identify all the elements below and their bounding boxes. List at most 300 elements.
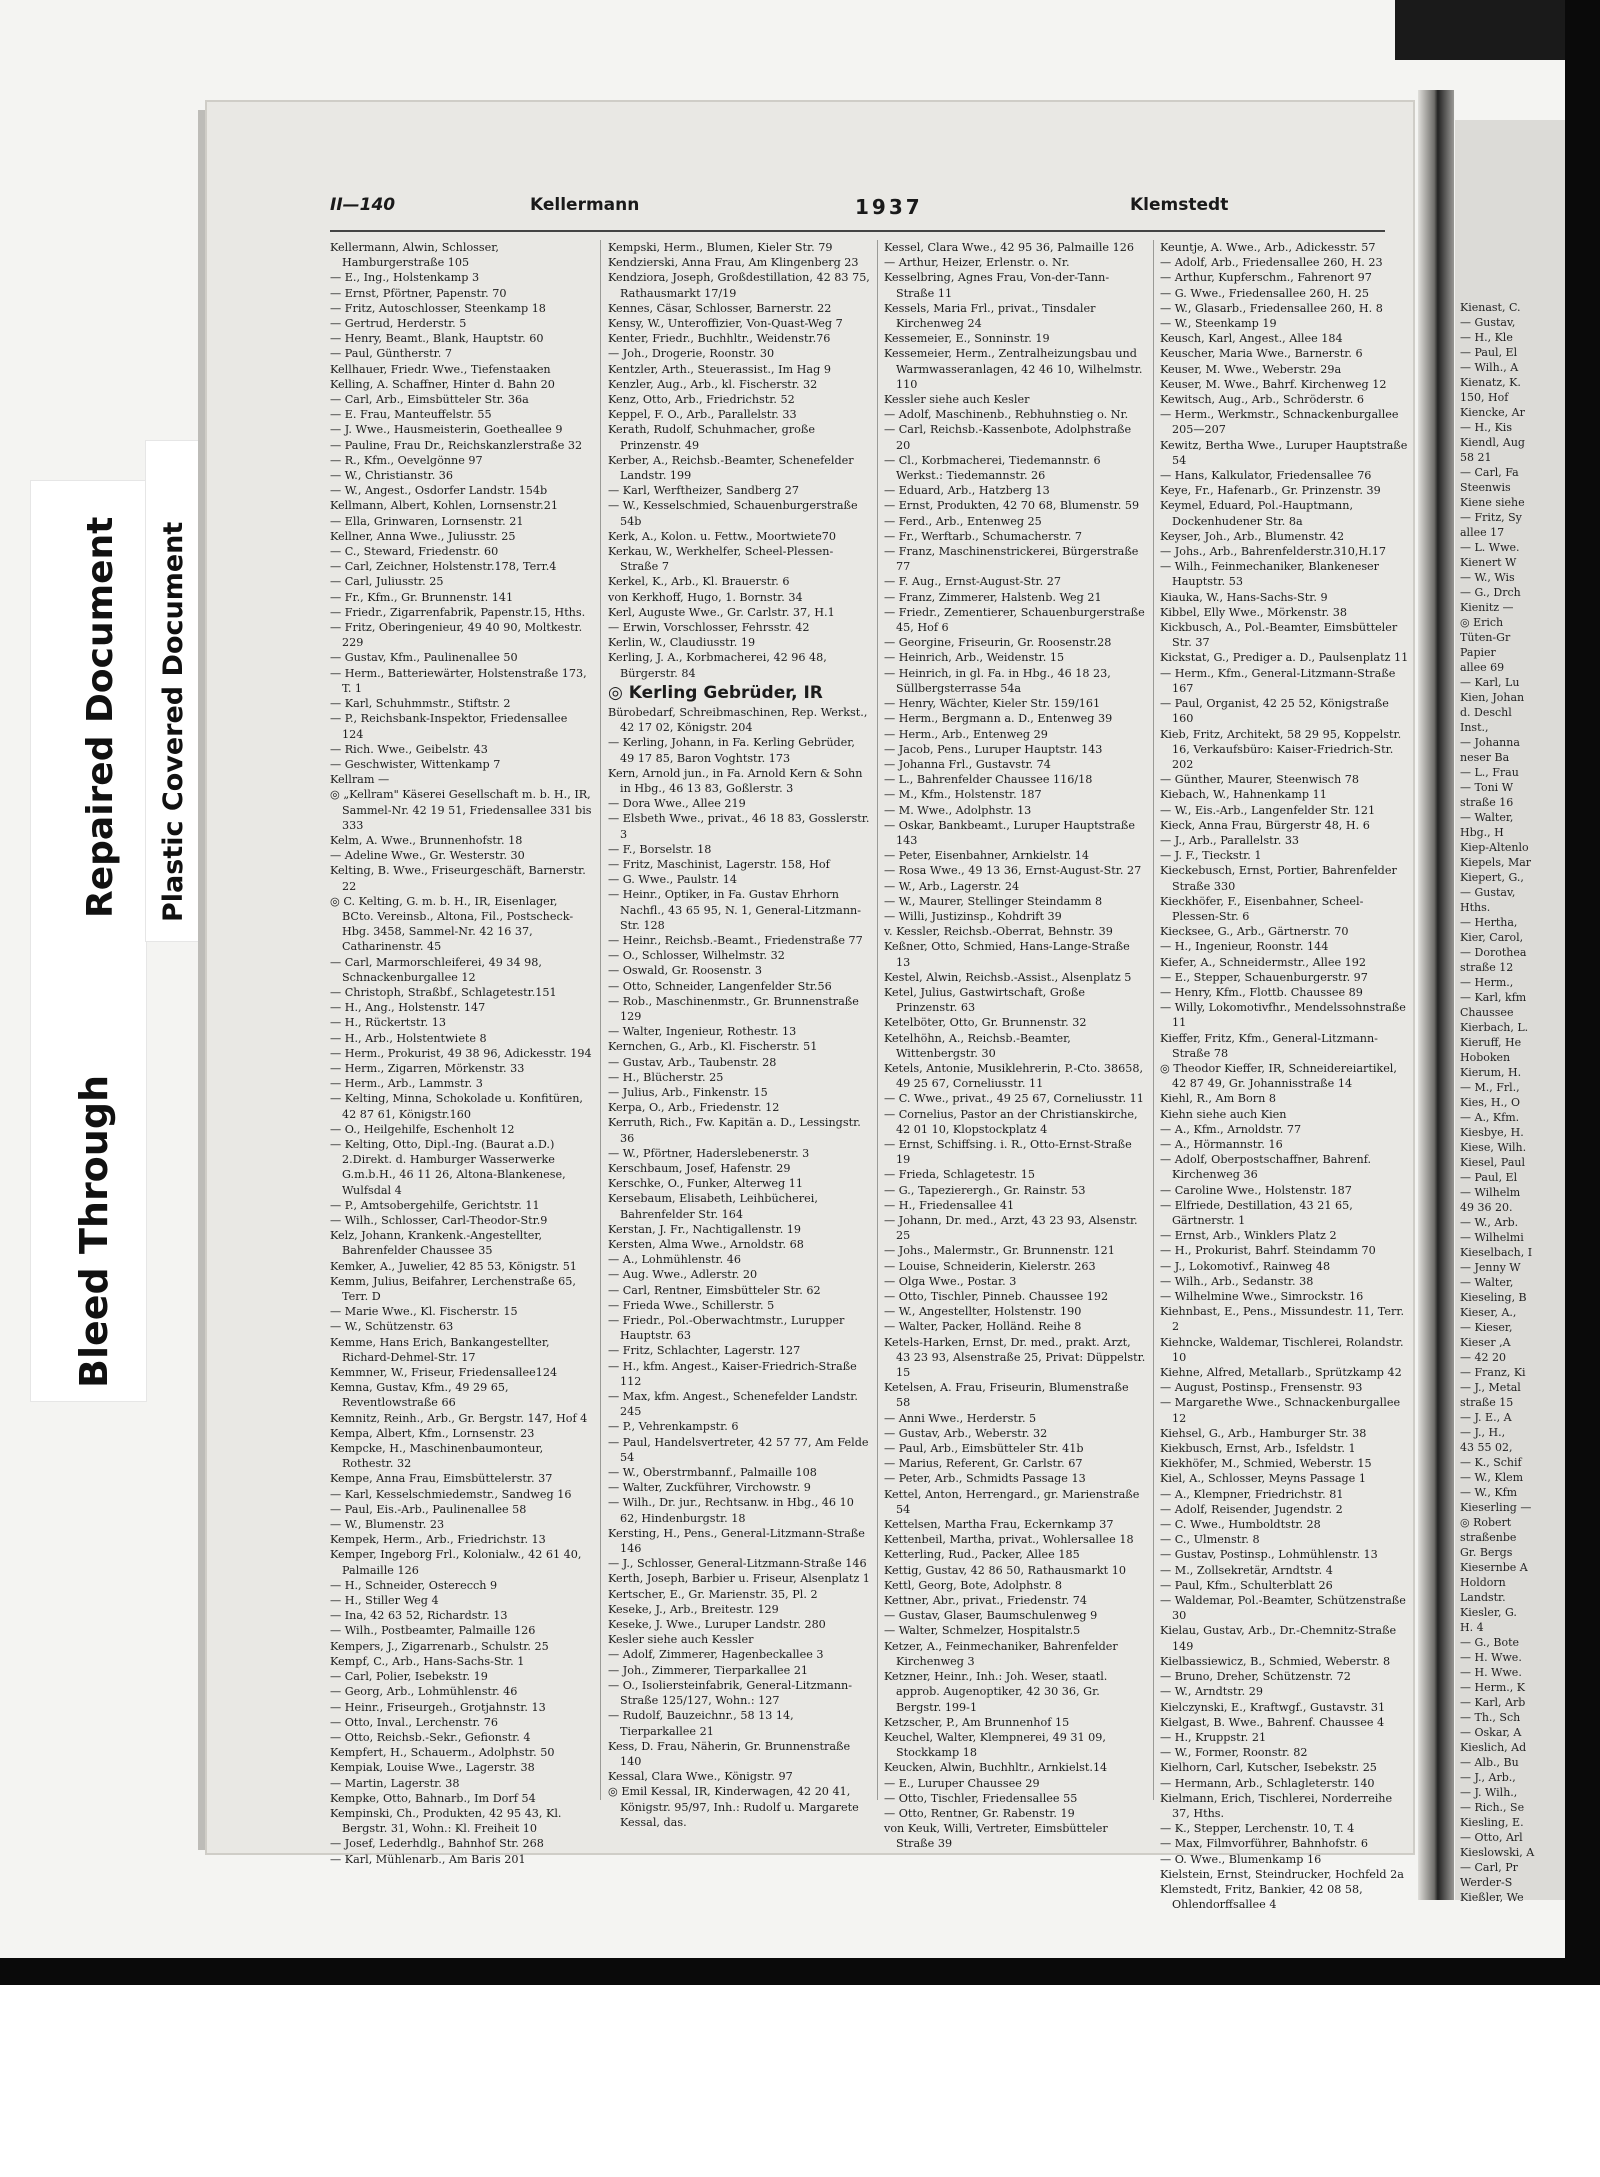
adjacent-page-entry: 49 36 20. <box>1460 1201 1513 1214</box>
column-divider <box>1153 240 1154 1800</box>
directory-entry: — Geschwister, Wittenkamp 7 <box>330 757 501 771</box>
adjacent-page-entry: Kiesler, G. <box>1460 1606 1517 1619</box>
directory-entry: — E., Stepper, Schauenburgerstr. 97 <box>1160 970 1368 984</box>
directory-entry: — Erwin, Vorschlosser, Fehrsstr. 42 <box>608 621 810 635</box>
directory-entry: — Carl, Marmorschleiferei, 49 34 98, Schnackenburgallee 12 <box>330 955 542 984</box>
adjacent-page-entry: — Walter, <box>1460 811 1514 824</box>
directory-entry: — Henry, Kfm., Flottb. Chaussee 89 <box>1160 985 1363 999</box>
directory-entry: — Rosa Wwe., 49 13 36, Ernst-August-Str. 27 <box>884 864 1142 878</box>
directory-entry: Kiecksee, G., Arb., Gärtnerstr. 70 <box>1160 925 1349 939</box>
directory-entry: Kickstat, G., Prediger a. D., Paulsenplatz 11 <box>1160 651 1409 665</box>
adjacent-page-entry: — W., Arb. <box>1460 1216 1519 1229</box>
adjacent-page-entry: straße 15 <box>1460 1396 1514 1409</box>
directory-entry: — Ernst, Pförtner, Papenstr. 70 <box>330 286 507 300</box>
directory-entry: Kensy, W., Unteroffizier, Von-Quast-Weg 7 <box>608 317 843 331</box>
directory-entry: — Pauline, Frau Dr., Reichskanzlerstraße 32 <box>330 438 583 452</box>
directory-entry: — Fr., Kfm., Gr. Brunnenstr. 141 <box>330 590 514 604</box>
directory-entry: — Max, Filmvorführer, Bahnhofstr. 6 <box>1160 1837 1368 1851</box>
directory-entry: — Eduard, Arb., Hatzberg 13 <box>884 484 1050 498</box>
directory-entry: — Franz, Maschinenstrickerei, Bürgerstraße 77 <box>884 545 1139 574</box>
directory-entry: — Wilh., Arb., Sedanstr. 38 <box>1160 1274 1314 1288</box>
directory-entry: Kerpa, O., Arb., Friedenstr. 12 <box>608 1101 780 1115</box>
directory-entry: — Bruno, Dreher, Schützenstr. 72 <box>1160 1670 1351 1684</box>
directory-entry: Kiefer, A., Schneidermstr., Allee 192 <box>1160 955 1366 969</box>
adjacent-page-entry: Kieser, A., <box>1460 1306 1517 1319</box>
directory-entry: — Carl, Arb., Eimsbütteler Str. 36a <box>330 393 529 407</box>
adjacent-page-entry: Kiesbye, H. <box>1460 1126 1524 1139</box>
directory-entry: Kerlin, W., Claudiusstr. 19 <box>608 636 756 650</box>
directory-entry: — Kelting, Otto, Dipl.-Ing. (Baurat a.D.) 2.Direkt. d. Hamburger Wasserwerke G.m.b.H., 46 11 26, Altona-Blankenese, Wulfsdal 4 <box>330 1137 566 1197</box>
adjacent-page-entry: — H. Wwe. <box>1460 1651 1522 1664</box>
directory-entry: — Olga Wwe., Postar. 3 <box>884 1274 1017 1288</box>
directory-entry: — Julius, Arb., Finkenstr. 15 <box>608 1085 768 1099</box>
directory-entry: Kellhauer, Friedr. Wwe., Tiefenstaaken <box>330 362 551 376</box>
adjacent-page-entry: — Herm., <box>1460 976 1514 989</box>
directory-entry: — H., Friedensallee 41 <box>884 1198 1015 1212</box>
directory-entry: — L., Bahrenfelder Chaussee 116/18 <box>884 773 1093 787</box>
directory-entry: Kieb, Fritz, Architekt, 58 29 95, Koppelstr. 16, Verkaufsbüro: Kaiser-Friedrich-Str. 202 <box>1160 727 1402 771</box>
adjacent-page-entry: — Kieser, <box>1460 1321 1513 1334</box>
directory-entry: Ketelböter, Otto, Gr. Brunnenstr. 32 <box>884 1016 1087 1030</box>
directory-entry: — W., Eis.-Arb., Langenfelder Str. 121 <box>1160 803 1376 817</box>
directory-entry: Kersebaum, Elisabeth, Leihbücherei, Bahrenfelder Str. 164 <box>608 1192 818 1221</box>
adjacent-page-entry: Kiesling, E. <box>1460 1816 1524 1829</box>
directory-entry: Ketzscher, P., Am Brunnenhof 15 <box>884 1715 1070 1729</box>
directory-entry: Kewitsch, Aug., Arb., Schröderstr. 6 <box>1160 393 1364 407</box>
adjacent-page-entry: — Carl, Fa <box>1460 466 1519 479</box>
directory-entry: Kewitz, Bertha Wwe., Luruper Hauptstraße 54 <box>1160 438 1408 467</box>
directory-entry: — F., Borselstr. 18 <box>608 842 712 856</box>
adjacent-page-entry: — K., Schif <box>1460 1456 1522 1469</box>
directory-entry: Kiehncke, Waldemar, Tischlerei, Rolandstr. 10 <box>1160 1335 1404 1364</box>
directory-entry: Kerk, A., Kolon. u. Fettw., Moortwiete70 <box>608 529 836 543</box>
adjacent-page-entry: neser Ba <box>1460 751 1510 764</box>
directory-entry: Kess, D. Frau, Näherin, Gr. Brunnenstraße 140 <box>608 1739 851 1768</box>
directory-entry: Ketelhöhn, A., Reichsb.-Beamter, Wittenbergstr. 30 <box>884 1031 1071 1060</box>
directory-entry: — Heinr., Optiker, in Fa. Gustav Ehrhorn Nachfl., 43 65 95, N. 1, General-Litzmann-Str. 128 <box>608 888 862 932</box>
adjacent-page-entry: — Alb., Bu <box>1460 1756 1519 1769</box>
directory-entry: — Jacob, Pens., Luruper Hauptstr. 143 <box>884 742 1103 756</box>
adjacent-page-entry: Werder-S <box>1460 1876 1513 1889</box>
directory-entry: — Otto, Tischler, Pinneb. Chaussee 192 <box>884 1290 1109 1304</box>
directory-entry: Kestel, Alwin, Reichsb.-Assist., Alsenplatz 5 <box>884 970 1132 984</box>
directory-entry: Kendzierski, Anna Frau, Am Klingenberg 23 <box>608 256 859 270</box>
column-divider <box>877 240 878 1800</box>
directory-entry: — Rudolf, Bauzeichnr., 58 13 14, Tierparkallee 21 <box>608 1709 794 1738</box>
adjacent-page-entry: — Gustav, <box>1460 886 1516 899</box>
adjacent-page-entry: — Paul, El <box>1460 1171 1518 1184</box>
column-divider <box>600 240 601 1800</box>
directory-entry: Kempski, Herm., Blumen, Kieler Str. 79 <box>608 241 833 254</box>
directory-entry: — E., Ing., Holstenkamp 3 <box>330 271 480 285</box>
directory-entry: Kellner, Anna Wwe., Juliusstr. 25 <box>330 529 516 543</box>
directory-entry: — Joh., Drogerie, Roonstr. 30 <box>608 347 775 361</box>
directory-entry: Kiel, A., Schlosser, Meyns Passage 1 <box>1160 1472 1366 1486</box>
adjacent-page-entry: Kiese, Wilh. <box>1460 1141 1527 1154</box>
directory-entry: ◎ Theodor Kieffer, IR, Schneidereiartikel, 42 87 49, Gr. Johannisstraße 14 <box>1160 1061 1397 1091</box>
directory-entry: — Heinrich, in gl. Fa. in Hbg., 46 18 23, Süllbergsterrasse 54a <box>884 666 1111 695</box>
directory-entry: — H., Stiller Weg 4 <box>330 1594 439 1608</box>
adjacent-page-entry: Kienitz — <box>1460 601 1514 614</box>
directory-entry: — Martin, Lagerstr. 38 <box>330 1776 460 1790</box>
directory-entry: Kenz, Otto, Arb., Friedrichstr. 52 <box>608 393 795 407</box>
adjacent-page-entry: Kieslowski, A <box>1460 1846 1535 1859</box>
directory-entry: Keseke, J. Wwe., Luruper Landstr. 280 <box>608 1618 826 1632</box>
adjacent-page-entry: Kienert W <box>1460 556 1517 569</box>
adjacent-page-entry: straßenbe <box>1460 1531 1517 1544</box>
adjacent-page-entry: Kiencke, Ar <box>1460 406 1525 419</box>
directory-entry: Kielhorn, Carl, Kutscher, Isebekstr. 25 <box>1160 1761 1377 1775</box>
directory-entry: — Peter, Arb., Schmidts Passage 13 <box>884 1472 1086 1486</box>
directory-entry: Keye, Fr., Hafenarb., Gr. Prinzenstr. 39 <box>1160 484 1381 498</box>
directory-entry: — Walter, Packer, Holländ. Reihe 8 <box>884 1320 1082 1334</box>
directory-entry: — C. Wwe., Humboldtstr. 28 <box>1160 1518 1321 1532</box>
adjacent-page-entry: — H. Wwe. <box>1460 1666 1522 1679</box>
directory-entry: — G., Tapezierergh., Gr. Rainstr. 53 <box>884 1183 1086 1197</box>
adjacent-page-entry: — J. E., A <box>1460 1411 1512 1424</box>
directory-entry: Kemker, A., Juwelier, 42 85 53, Königstr. 51 <box>330 1259 577 1273</box>
directory-entry: Kettig, Gustav, 42 86 50, Rathausmarkt 10 <box>884 1563 1126 1577</box>
directory-entry: Kielbassiewicz, B., Schmied, Weberstr. 8 <box>1160 1654 1391 1668</box>
adjacent-page-text <box>1460 300 1565 1904</box>
directory-entry: Kiehne, Alfred, Metallarb., Sprützkamp 42 <box>1160 1366 1402 1380</box>
adjacent-page-entry: Kiepert, G., <box>1460 871 1524 884</box>
directory-entry: — C. Wwe., privat., 49 25 67, Corneliusstr. 11 <box>884 1092 1144 1106</box>
directory-entry: ◎ Kerling Gebrüder, IR <box>608 682 823 703</box>
adjacent-page-entry: — Karl, Lu <box>1460 676 1520 689</box>
scan-right-border <box>1565 0 1600 1985</box>
directory-entry: — Frieda, Schlagetestr. 15 <box>884 1168 1035 1182</box>
adjacent-page-entry: — 42 20 <box>1460 1351 1506 1364</box>
directory-entry: Kertscher, E., Gr. Marienstr. 35, Pl. 2 <box>608 1587 818 1601</box>
directory-entry: Kesler siehe auch Kessler <box>608 1633 754 1647</box>
directory-entry: — P., Vehrenkampstr. 6 <box>608 1420 739 1434</box>
adjacent-page-entry: — Walter, <box>1460 1276 1514 1289</box>
directory-entry: — Kelting, Minna, Schokolade u. Konfitüren, 42 87 61, Königstr.160 <box>330 1092 583 1121</box>
directory-entry: — Fritz, Schlachter, Lagerstr. 127 <box>608 1344 801 1358</box>
adjacent-page-entry: Steenwis <box>1460 481 1511 494</box>
directory-entry: — Paul, Güntherstr. 7 <box>330 347 452 361</box>
directory-entry: — C., Ulmenstr. 8 <box>1160 1533 1260 1547</box>
adjacent-page-entry: — Wilhelmi <box>1460 1231 1524 1244</box>
directory-entry: — Oskar, Bankbeamt., Luruper Hauptstraße 143 <box>884 818 1135 847</box>
directory-entry: — Gustav, Arb., Weberstr. 32 <box>884 1426 1048 1440</box>
directory-entry: ◎ „Kellram" Käserei Gesellschaft m. b. H., IR, Sammel-Nr. 42 19 51, Friedensallee 331 bis 333 <box>330 788 592 832</box>
directory-entry: — Ernst, Produkten, 42 70 68, Blumenstr. 59 <box>884 499 1140 513</box>
directory-entry: — Henry, Wächter, Kieler Str. 159/161 <box>884 697 1101 711</box>
directory-entry: Kielczynski, E., Kraftwgf., Gustavstr. 31 <box>1160 1700 1386 1714</box>
adjacent-page-entry: — Johanna <box>1460 736 1520 749</box>
directory-entry: — Josef, Lederhdlg., Bahnhof Str. 268 <box>330 1837 544 1851</box>
directory-entry: v. Kessler, Reichsb.-Oberrat, Behnstr. 39 <box>884 925 1113 939</box>
adjacent-page-entry: — Herm., K <box>1460 1681 1525 1694</box>
adjacent-page-entry: — Karl, Arb <box>1460 1696 1526 1709</box>
directory-entry: — Walter, Schmelzer, Hospitalstr.5 <box>884 1624 1081 1638</box>
directory-entry: Kennes, Cäsar, Schlosser, Barnerstr. 22 <box>608 301 832 315</box>
directory-entry: — W., Arndtstr. 29 <box>1160 1685 1263 1699</box>
adjacent-page-entry: Kierbach, L. <box>1460 1021 1529 1034</box>
adjacent-page-entry: Kierum, H. <box>1460 1066 1522 1079</box>
directory-entry: — Ferd., Arb., Entenweg 25 <box>884 514 1042 528</box>
directory-entry: Kempiak, Louise Wwe., Lagerstr. 38 <box>330 1761 535 1775</box>
directory-entry: Kersten, Alma Wwe., Arnoldstr. 68 <box>608 1238 804 1251</box>
adjacent-page-entry: — Toni W <box>1460 781 1514 794</box>
directory-entry: — Wilh., Postbeamter, Palmaille 126 <box>330 1624 536 1638</box>
scan-top-dark-area <box>1395 0 1565 60</box>
directory-entry: Ketelsen, A. Frau, Friseurin, Blumenstraße 58 <box>884 1381 1129 1410</box>
directory-entry: — Friedr., Pol.-Oberwachtmstr., Lurupper Hauptstr. 63 <box>608 1314 845 1343</box>
directory-entry: Kerber, A., Reichsb.-Beamter, Schenefelder Landstr. 199 <box>608 453 854 483</box>
directory-entry: — Joh., Zimmerer, Tierparkallee 21 <box>608 1663 809 1677</box>
directory-entry: Kielstein, Ernst, Steindrucker, Hochfeld 2a <box>1160 1867 1404 1881</box>
adjacent-page-entry: Inst., <box>1460 721 1489 734</box>
directory-entry: Kibbel, Elly Wwe., Mörkenstr. 38 <box>1160 605 1347 619</box>
directory-entry: Kieffer, Fritz, Kfm., General-Litzmann-Straße 78 <box>1160 1031 1378 1060</box>
directory-entry: — Gustav, Arb., Taubenstr. 28 <box>608 1055 777 1069</box>
adjacent-page-entry: ◎ Erich <box>1460 616 1504 629</box>
directory-entry: — Oswald, Gr. Roosenstr. 3 <box>608 964 762 978</box>
adjacent-page-entry: Hoboken <box>1460 1051 1511 1064</box>
directory-entry: — Georg, Arb., Lohmühlenstr. 46 <box>330 1685 518 1699</box>
adjacent-page-entry: — Jenny W <box>1460 1261 1521 1274</box>
directory-entry: Kettelsen, Martha Frau, Eckernkamp 37 <box>884 1518 1114 1532</box>
directory-entry: — Paul, Organist, 42 25 52, Königstraße 160 <box>1160 697 1389 726</box>
directory-entry: — Frieda Wwe., Schillerstr. 5 <box>608 1298 775 1312</box>
directory-entry: — Otto, Inval., Lerchenstr. 76 <box>330 1715 499 1729</box>
directory-entry: Keyser, Joh., Arb., Blumenstr. 42 <box>1160 529 1345 543</box>
adjacent-page-entry: — J., Arb., <box>1460 1771 1516 1784</box>
directory-entry: — Rich. Wwe., Geibelstr. 43 <box>330 742 488 756</box>
directory-entry: — Wilh., Schlosser, Carl-Theodor-Str.9 <box>330 1214 548 1227</box>
directory-entry: Kelm, A. Wwe., Brunnenhofstr. 18 <box>330 833 523 847</box>
adjacent-page-entry: — Otto, Arl <box>1460 1831 1523 1844</box>
directory-entry: — Wilh., Feinmechaniker, Blankeneser Hauptstr. 53 <box>1160 560 1380 589</box>
directory-entry: — R., Kfm., Oevelgönne 97 <box>330 453 483 467</box>
directory-entry: Kempinski, Ch., Produkten, 42 95 43, Kl. Bergstr. 31, Wohn.: Kl. Freiheit 10 <box>330 1806 562 1836</box>
directory-entry: — H., Ang., Holstenstr. 147 <box>330 1001 486 1015</box>
directory-entry: — Johanna Frl., Gustavstr. 74 <box>884 757 1051 771</box>
directory-entry: — Gustav, Kfm., Paulinenallee 50 <box>330 651 518 665</box>
adjacent-page-entry: Kieser ,A <box>1460 1336 1511 1349</box>
directory-entry: Kessels, Maria Frl., privat., Tinsdaler Kirchenweg 24 <box>884 301 1096 331</box>
book-spine <box>1418 90 1454 1900</box>
adjacent-page-entry: — H., Kis <box>1460 421 1512 434</box>
directory-entry: — Adolf, Oberpostschaffner, Bahrenf. Kirchenweg 36 <box>1160 1153 1372 1182</box>
directory-entry: — H., Rückertstr. 13 <box>330 1016 447 1030</box>
directory-entry: — P., Amtsobergehilfe, Gerichtstr. 11 <box>330 1198 540 1212</box>
header-year: 1937 <box>855 195 923 219</box>
adjacent-page-entry: — Hertha, <box>1460 916 1518 929</box>
directory-entry: — Dora Wwe., Allee 219 <box>608 797 746 811</box>
directory-entry: Kelling, A. Schaffner, Hinter d. Bahn 20 <box>330 377 555 391</box>
adjacent-page-entry: — Dorothea <box>1460 946 1527 959</box>
adjacent-page-entry: Holdorn <box>1460 1576 1506 1589</box>
directory-entry: — C., Steward, Friedenstr. 60 <box>330 545 499 559</box>
directory-entry: Kerath, Rudolf, Schuhmacher, große Prinzenstr. 49 <box>608 423 815 452</box>
directory-entry: Kerkel, K., Arb., Kl. Brauerstr. 6 <box>608 575 790 589</box>
adjacent-page-entry: Kiesel, Paul <box>1460 1156 1525 1169</box>
directory-entry: Kempek, Herm., Arb., Friedrichstr. 13 <box>330 1533 546 1547</box>
scan-bottom-border <box>0 1958 1600 1985</box>
directory-entry: — Herm., Bergmann a. D., Entenweg 39 <box>884 712 1113 726</box>
directory-entry: — O., Heilgehilfe, Eschenholt 12 <box>330 1122 515 1136</box>
adjacent-page-entry: Papier <box>1460 646 1496 659</box>
directory-entry: Kiehnbast, E., Pens., Missundestr. 11, Terr. 2 <box>1160 1305 1405 1334</box>
directory-entry: — J. Wwe., Hausmeisterin, Goetheallee 9 <box>330 423 563 437</box>
directory-entry: — Heinr., Reichsb.-Beamt., Friedenstraße 77 <box>608 933 863 947</box>
directory-entry: — Herm., Batteriewärter, Holstenstraße 173, T. 1 <box>330 666 587 695</box>
directory-entry: — Waldemar, Pol.-Beamter, Schützenstraße 30 <box>1160 1594 1406 1623</box>
adjacent-page-entry: — L. Wwe. <box>1460 541 1520 554</box>
directory-entry: — Ernst, Schiffsing. i. R., Otto-Ernst-Straße 19 <box>884 1137 1132 1167</box>
directory-entry: — E., Luruper Chaussee 29 <box>884 1776 1040 1790</box>
adjacent-page-entry: — Gustav, <box>1460 316 1516 329</box>
adjacent-page-entry: allee 17 <box>1460 526 1505 539</box>
adjacent-page-entry: Kiesernbe A <box>1460 1561 1528 1574</box>
directory-entry: Klemstedt, Fritz, Bankier, 42 08 58, Ohlendorffsallee 4 <box>1160 1882 1363 1912</box>
adjacent-page-entry: Kiendl, Aug <box>1460 436 1525 449</box>
directory-entry: — Otto, Reichsb.-Sekr., Gefionstr. 4 <box>330 1730 531 1744</box>
directory-entry: — J., Arb., Parallelstr. 33 <box>1160 833 1300 847</box>
directory-entry: — A., Klempner, Friedrichstr. 81 <box>1160 1487 1344 1501</box>
adjacent-page-entry: Kieruff, He <box>1460 1036 1522 1049</box>
directory-entry: — Cornelius, Pastor an der Christianskirche, 42 01 10, Klopstockplatz 4 <box>884 1107 1138 1136</box>
directory-entry: Kendziora, Joseph, Großdestillation, 42 83 75, Rathausmarkt 17/19 <box>608 271 870 300</box>
directory-entry: — Johann, Dr. med., Arzt, 43 23 93, Alsenstr. 25 <box>884 1214 1138 1243</box>
directory-entry: — G. Wwe., Paulstr. 14 <box>608 873 737 887</box>
directory-entry: — Anni Wwe., Herderstr. 5 <box>884 1411 1037 1425</box>
directory-entry: — P., Reichsbank-Inspektor, Friedensallee 124 <box>330 712 568 741</box>
adjacent-page-entry: Kienast, C. <box>1460 301 1521 314</box>
directory-entry: — H., Ingenieur, Roonstr. 144 <box>1160 940 1329 954</box>
directory-entry: — Fritz, Autoschlosser, Steenkamp 18 <box>330 301 546 315</box>
directory-entry: — Marie Wwe., Kl. Fischerstr. 15 <box>330 1305 518 1319</box>
adjacent-page-entry: Kieserling — <box>1460 1501 1532 1514</box>
directory-entry: Kelting, B. Wwe., Friseurgeschäft, Barnerstr. 22 <box>330 864 586 893</box>
adjacent-page-entry: Kieslich, Ad <box>1460 1741 1527 1754</box>
directory-entry: — M. Wwe., Adolphstr. 13 <box>884 803 1032 817</box>
directory-entry: — M., Kfm., Holstenstr. 187 <box>884 788 1042 802</box>
directory-entry: Kersting, H., Pens., General-Litzmann-Straße 146 <box>608 1526 865 1556</box>
directory-entry: — Günther, Maurer, Steenwisch 78 <box>1160 773 1359 787</box>
directory-entry: Kempf, C., Arb., Hans-Sachs-Str. 1 <box>330 1654 525 1668</box>
directory-entry: Ketzer, A., Feinmechaniker, Bahrenfelder Kirchenweg 3 <box>884 1639 1118 1668</box>
page-header <box>330 195 1230 225</box>
directory-entry: — W., Christianstr. 36 <box>330 469 454 483</box>
directory-entry: — Hermann, Arb., Schlagleterstr. 140 <box>1160 1776 1375 1790</box>
directory-entry: — Herm., Arb., Entenweg 29 <box>884 727 1048 741</box>
adjacent-page-entry: Kier, Carol, <box>1460 931 1524 944</box>
adjacent-page-entry: — Paul, El <box>1460 346 1518 359</box>
directory-entry: Keusch, Karl, Angest., Allee 184 <box>1160 332 1343 346</box>
directory-entry: — A., Hörmannstr. 16 <box>1160 1137 1283 1151</box>
directory-entry: Keuntje, A. Wwe., Arb., Adickesstr. 57 <box>1160 241 1376 254</box>
directory-entry: Kenzler, Aug., Arb., kl. Fischerstr. 32 <box>608 377 818 391</box>
directory-entry: — Walter, Ingenieur, Rothestr. 13 <box>608 1025 797 1039</box>
adjacent-page-entry: Kies, H., O <box>1460 1096 1520 1109</box>
directory-entry: — W., Pförtner, Haderslebenerstr. 3 <box>608 1146 810 1160</box>
directory-entry: Kemnitz, Reinh., Arb., Gr. Bergstr. 147, Hof 4 <box>330 1411 588 1425</box>
directory-entry: — Karl, Kesselschmiedemstr., Sandweg 16 <box>330 1487 572 1501</box>
directory-entry: Bürobedarf, Schreibmaschinen, Rep. Werkst., 42 17 02, Königstr. 204 <box>608 705 868 735</box>
directory-entry: Kerth, Joseph, Barbier u. Friseur, Alsenplatz 1 <box>608 1572 870 1586</box>
directory-entry: Keseke, J., Arb., Breitestr. 129 <box>608 1602 779 1616</box>
adjacent-page-entry: — Rich., Se <box>1460 1801 1525 1814</box>
directory-entry: — F. Aug., Ernst-August-Str. 27 <box>884 575 1062 589</box>
directory-entry: — J., Schlosser, General-Litzmann-Straße 146 <box>608 1557 867 1571</box>
adjacent-page-entry: — W., Kfm <box>1460 1486 1518 1499</box>
directory-entry: — Ina, 42 63 52, Richardstr. 13 <box>330 1609 508 1623</box>
directory-entry: — Carl, Rentner, Eimsbütteler Str. 62 <box>608 1283 821 1297</box>
adjacent-page-entry: — Th., Sch <box>1460 1711 1521 1724</box>
directory-entry: — A., Lohmühlenstr. 46 <box>608 1253 741 1267</box>
directory-entry: — Henry, Beamt., Blank, Hauptstr. 60 <box>330 332 544 346</box>
directory-entry: — W., Arb., Lagerstr. 24 <box>884 879 1020 893</box>
adjacent-page-entry: — W., Wis <box>1460 571 1515 584</box>
directory-entry: — W., Former, Roonstr. 82 <box>1160 1746 1308 1760</box>
directory-entry: — Heinr., Friseurgeh., Grotjahnstr. 13 <box>330 1700 546 1714</box>
directory-entry: Kellermann, Alwin, Schlosser, Hamburgerstraße 105 <box>330 241 499 270</box>
directory-entry: — Fritz, Oberingenieur, 49 40 90, Moltkestr. 229 <box>330 621 583 650</box>
adjacent-page-entry: straße 16 <box>1460 796 1514 809</box>
directory-entry: — H., Prokurist, Bahrf. Steindamm 70 <box>1160 1244 1376 1258</box>
directory-entry: — Carl, Polier, Isebekstr. 19 <box>330 1670 488 1684</box>
directory-column-4 <box>1160 240 1410 1912</box>
directory-entry: — J. F., Tieckstr. 1 <box>1160 849 1262 863</box>
adjacent-page-entry: Kiepels, Mar <box>1460 856 1532 869</box>
directory-entry: — W., Blumenstr. 23 <box>330 1518 445 1532</box>
directory-entry: Ketel, Julius, Gastwirtschaft, Große Prinzenstr. 63 <box>884 985 1085 1015</box>
directory-entry: Kemme, Hans Erich, Bankangestellter, Richard-Dehmel-Str. 17 <box>330 1335 550 1364</box>
directory-entry: ◎ Emil Kessal, IR, Kinderwagen, 42 20 41, Königstr. 95/97, Inh.: Rudolf u. Margarete Kessal, das. <box>608 1785 859 1829</box>
directory-entry: — Elfriede, Destillation, 43 21 65, Gärtnerstr. 1 <box>1160 1198 1353 1227</box>
directory-entry: Keuchel, Walter, Klempnerei, 49 31 09, Stockkamp 18 <box>884 1730 1106 1760</box>
directory-entry: Kieckhöfer, F., Eisenbahner, Scheel-Plessen-Str. 6 <box>1160 894 1364 923</box>
directory-entry: — Walter, Zuckführer, Virchowstr. 9 <box>608 1481 811 1495</box>
directory-entry: von Keuk, Willi, Vertreter, Eimsbütteler Straße 39 <box>884 1822 1108 1851</box>
directory-entry: Kessel, Clara Wwe., 42 95 36, Palmaille 126 <box>884 241 1134 254</box>
directory-entry: — Friedr., Zigarrenfabrik, Papenstr.15, Hths. <box>330 605 586 619</box>
directory-entry: — Margarethe Wwe., Schnackenburgallee 12 <box>1160 1396 1401 1425</box>
adjacent-page-entry: — J., Metal <box>1460 1381 1521 1394</box>
directory-entry: Kerstan, J. Fr., Nachtigallenstr. 19 <box>608 1222 802 1236</box>
adjacent-page-entry: Kießler, We <box>1460 1891 1524 1904</box>
directory-entry: Kelz, Johann, Krankenk.-Angestellter, Bahrenfelder Chaussee 35 <box>330 1229 543 1258</box>
directory-entry: — G. Wwe., Friedensallee 260, H. 25 <box>1160 286 1369 300</box>
directory-entry: Kenter, Friedr., Buchhltr., Weidenstr.76 <box>608 332 831 346</box>
directory-entry: Kieck, Anna Frau, Bürgerstr 48, H. 6 <box>1160 818 1370 832</box>
adjacent-page-entry: Kienatz, K. <box>1460 376 1521 389</box>
directory-entry: Kettl, Georg, Bote, Adolphstr. 8 <box>884 1578 1062 1592</box>
directory-entry: Ketels-Harken, Ernst, Dr. med., prakt. Arzt, 43 23 93, Alsenstraße 25, Privat: Düppelstr. 15 <box>884 1335 1146 1380</box>
adjacent-page-entry: Hths. <box>1460 901 1491 914</box>
directory-column-2 <box>608 240 870 1829</box>
directory-entry: — J., Lokomotivf., Rainweg 48 <box>1160 1259 1331 1273</box>
directory-entry: — Karl, Schuhmmstr., Stiftstr. 2 <box>330 697 511 711</box>
adjacent-page-entry: — G., Drch <box>1460 586 1521 599</box>
directory-entry: Kiauka, W., Hans-Sachs-Str. 9 <box>1160 590 1328 604</box>
directory-entry: von Kerkhoff, Hugo, 1. Bornstr. 34 <box>608 590 803 604</box>
directory-entry: — Karl, Werftheizer, Sandberg 27 <box>608 484 799 498</box>
directory-entry: Kiebach, W., Hahnenkamp 11 <box>1160 788 1327 802</box>
adjacent-page-entry: — Wilh., A <box>1460 361 1519 374</box>
directory-entry: — K., Stepper, Lerchenstr. 10, T. 4 <box>1160 1822 1355 1836</box>
directory-entry: — Adolf, Maschinenb., Rebhuhnstieg o. Nr. <box>884 408 1129 422</box>
adjacent-page-entry: — Franz, Ki <box>1460 1366 1526 1379</box>
directory-entry: — Adolf, Arb., Friedensallee 260, H. 23 <box>1160 256 1383 270</box>
adjacent-page-entry: d. Deschl <box>1460 706 1512 719</box>
directory-entry: — H., Schneider, Osterecch 9 <box>330 1578 498 1592</box>
